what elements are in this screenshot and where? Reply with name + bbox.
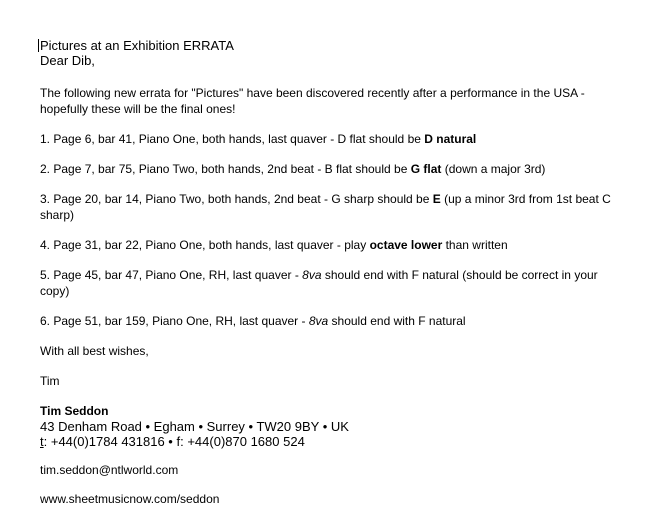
errata-correction: E (432, 192, 441, 206)
title-text: Pictures at an Exhibition ERRATA (40, 38, 234, 53)
errata-item-2 (40, 161, 625, 177)
signature-email[interactable]: tim.seddon@ntlworld.com (40, 463, 179, 477)
signature-website[interactable]: www.sheetmusicnow.com/seddon (40, 492, 220, 506)
fax-label: f (176, 434, 181, 449)
errata-item-suffix: should end with F natural (should be correct in your copy) (40, 268, 598, 298)
errata-correction: octave lower (369, 238, 443, 252)
signature-name: Tim Seddon (40, 404, 109, 418)
errata-item-text: 5. Page 45, bar 47, Piano One, RH, last quaver - (40, 268, 303, 282)
document-title (40, 38, 625, 53)
errata-item-1 (40, 131, 625, 147)
signature-address: 43 Denham Road • Egham • Surrey • TW20 9BY • UK (40, 419, 349, 434)
phone-number: : +44(0)1784 431816 • (43, 434, 177, 449)
fax-number: : +44(0)870 1680 524 (180, 434, 305, 449)
closing-line: With all best wishes, (40, 344, 149, 358)
intro-paragraph: The following new errata for "Pictures" have been discovered recently after a performance in the USA - hopefully these will be the final ones! (40, 86, 585, 116)
signoff-name: Tim (40, 374, 60, 388)
errata-item-text: 6. Page 51, bar 159, Piano One, RH, last quaver - (40, 314, 309, 328)
greeting: Dear Dib, (40, 53, 95, 68)
errata-item-suffix: (up a minor 3rd from 1st beat C sharp) (40, 192, 611, 222)
errata-ottava-mark: 8va (302, 268, 322, 282)
signature-phone-fax (40, 434, 625, 449)
errata-item-suffix: should end with F natural (328, 314, 466, 328)
errata-item-suffix: (down a major 3rd) (441, 162, 546, 176)
errata-correction: D natural (424, 132, 477, 146)
errata-item-text: 3. Page 20, bar 14, Piano Two, both hands, 2nd beat - G sharp should be (40, 192, 433, 206)
document-body[interactable] (40, 38, 625, 507)
phone-label: t (40, 434, 44, 449)
errata-item-3 (40, 191, 625, 223)
errata-item-text: 2. Page 7, bar 75, Piano Two, both hands, 2nd beat - B flat should be (40, 162, 411, 176)
errata-item-text: 4. Page 31, bar 22, Piano One, both hands, last quaver - play (40, 238, 370, 252)
errata-item-4 (40, 237, 625, 253)
errata-item-6 (40, 313, 625, 329)
errata-item-suffix: than written (442, 238, 508, 252)
text-cursor (38, 39, 39, 52)
errata-item-5 (40, 267, 625, 299)
errata-ottava-mark: 8va (308, 314, 329, 328)
errata-correction: G flat (410, 162, 442, 176)
errata-item-text: 1. Page 6, bar 41, Piano One, both hands, last quaver - D flat should be (40, 132, 425, 146)
